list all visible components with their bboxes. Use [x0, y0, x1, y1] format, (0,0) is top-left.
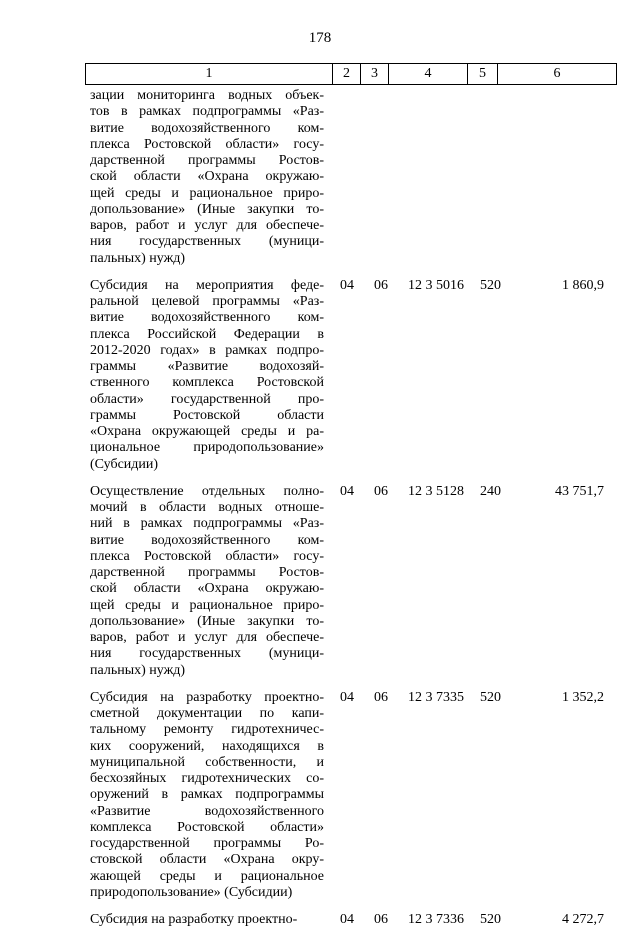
description-line: ния государственных (муници- — [90, 646, 324, 662]
table-row — [90, 912, 610, 928]
description-line: тов в рамках подпрограммы «Раз- — [90, 104, 324, 120]
cell-col-6: 1 352,2 — [562, 689, 604, 705]
description-line: «Развитие водохозяйственного — [90, 803, 324, 819]
cell-col-2: 04 — [340, 277, 354, 293]
table-row — [90, 484, 610, 679]
header-col-3: 3 — [361, 64, 389, 84]
description-line: 2012-2020 годах» в рамках подпро- — [90, 342, 324, 358]
description-line: циональное природопользование» — [90, 440, 324, 456]
table-row — [90, 278, 610, 473]
table-header — [85, 63, 617, 85]
row-description — [90, 912, 324, 928]
description-line: ственного комплекса Ростовской — [90, 375, 324, 391]
description-line: Осуществление отдельных полно- — [90, 483, 324, 499]
cell-col-4: 12 3 7335 — [408, 689, 464, 705]
cell-col-5: 520 — [480, 689, 501, 705]
cell-col-2: 04 — [340, 483, 354, 499]
description-line: (Субсидии) — [90, 456, 159, 472]
description-line: пальных) нужд) — [90, 250, 186, 266]
row-description — [90, 88, 324, 267]
description-line: пальных) нужд) — [90, 662, 186, 678]
cell-col-6: 4 272,7 — [562, 912, 604, 927]
header-col-2: 2 — [333, 64, 361, 84]
page-number: 178 — [308, 30, 332, 46]
description-line: варов, работ и услуг для обеспече- — [90, 218, 324, 233]
description-line: витие водохозяйственного ком- — [90, 532, 324, 548]
table-row — [90, 88, 610, 267]
row-description — [90, 690, 324, 901]
description-line: Субсидия на разработку проектно- — [90, 689, 324, 705]
description-line: Субсидия на разработку проектно- — [90, 912, 298, 927]
cell-col-5: 240 — [480, 483, 501, 499]
description-line: плекса Российской Федерации в — [90, 326, 324, 342]
description-line: бесхозяйных гидротехнических со- — [90, 771, 324, 786]
description-line: мочий в области водных отноше- — [90, 500, 324, 515]
cell-col-3: 06 — [374, 912, 388, 927]
description-line: ской области «Охрана окружаю- — [90, 581, 324, 597]
header-col-6: 6 — [553, 66, 561, 81]
header-col-1: 1 — [86, 64, 333, 84]
cell-col-3: 06 — [374, 483, 388, 499]
cell-col-6: 43 751,7 — [555, 483, 604, 499]
description-line: зации мониторинга водных объек- — [90, 88, 324, 103]
description-line: области» государственной про- — [90, 391, 324, 407]
cell-col-2: 04 — [340, 689, 354, 705]
description-line: ральной целевой программы «Раз- — [90, 294, 324, 309]
description-line: Субсидия на мероприятия феде- — [90, 277, 324, 293]
description-line: витие водохозяйственного ком- — [90, 120, 324, 136]
row-description — [90, 278, 324, 473]
description-line: граммы Ростовской области — [90, 407, 324, 423]
cell-col-4: 12 3 7336 — [408, 912, 464, 927]
description-line: варов, работ и услуг для обеспече- — [90, 630, 324, 645]
row-description — [90, 484, 324, 679]
cell-col-4: 12 3 5016 — [408, 277, 464, 293]
cell-col-3: 06 — [374, 277, 388, 293]
description-line: государственной программы Ро- — [90, 836, 324, 851]
description-line: граммы «Развитие водохозяй- — [90, 359, 324, 374]
description-line: жающей среды и рациональное — [90, 868, 324, 884]
description-line: ния государственных (муници- — [90, 234, 324, 250]
table-row — [90, 690, 610, 901]
description-line: оружений в рамках подпрограммы — [90, 787, 324, 803]
description-line: плекса Ростовской области» госу- — [90, 548, 324, 564]
table-body — [90, 88, 610, 939]
description-line: стовской области «Охрана окру- — [90, 852, 324, 868]
cell-col-5: 520 — [480, 277, 501, 293]
cell-col-3: 06 — [374, 689, 388, 705]
header-col-5: 5 — [468, 64, 498, 84]
description-line: муниципальной собственности, и — [90, 754, 324, 770]
description-line: дарственной программы Ростов- — [90, 153, 324, 168]
description-line: дарственной программы Ростов- — [90, 565, 324, 580]
description-line: витие водохозяйственного ком- — [90, 310, 324, 326]
header-col-4: 4 — [389, 64, 468, 84]
description-line: плекса Ростовской области» госу- — [90, 136, 324, 152]
cell-col-2: 04 — [340, 912, 354, 927]
description-line: ний в рамках подпрограммы «Раз- — [90, 516, 324, 532]
description-line: «Охрана окружающей среды и ра- — [90, 424, 324, 439]
description-line: сметной документации по капи- — [90, 706, 324, 721]
cell-col-5: 520 — [480, 912, 501, 927]
cell-col-6: 1 860,9 — [562, 277, 604, 293]
description-line: природопользование» (Субсидии) — [90, 884, 293, 900]
description-line: допользование» (Иные закупки то- — [90, 201, 324, 217]
description-line: ской области «Охрана окружаю- — [90, 169, 324, 185]
description-line: допользование» (Иные закупки то- — [90, 613, 324, 629]
description-line: тальному ремонту гидротехничес- — [90, 722, 324, 738]
cell-col-4: 12 3 5128 — [408, 483, 464, 499]
description-line: ких сооружений, находящихся в — [90, 738, 324, 754]
description-line: щей среды и рациональное приро- — [90, 185, 324, 201]
description-line: комплекса Ростовской области» — [90, 819, 324, 835]
description-line: щей среды и рациональное приро- — [90, 597, 324, 613]
